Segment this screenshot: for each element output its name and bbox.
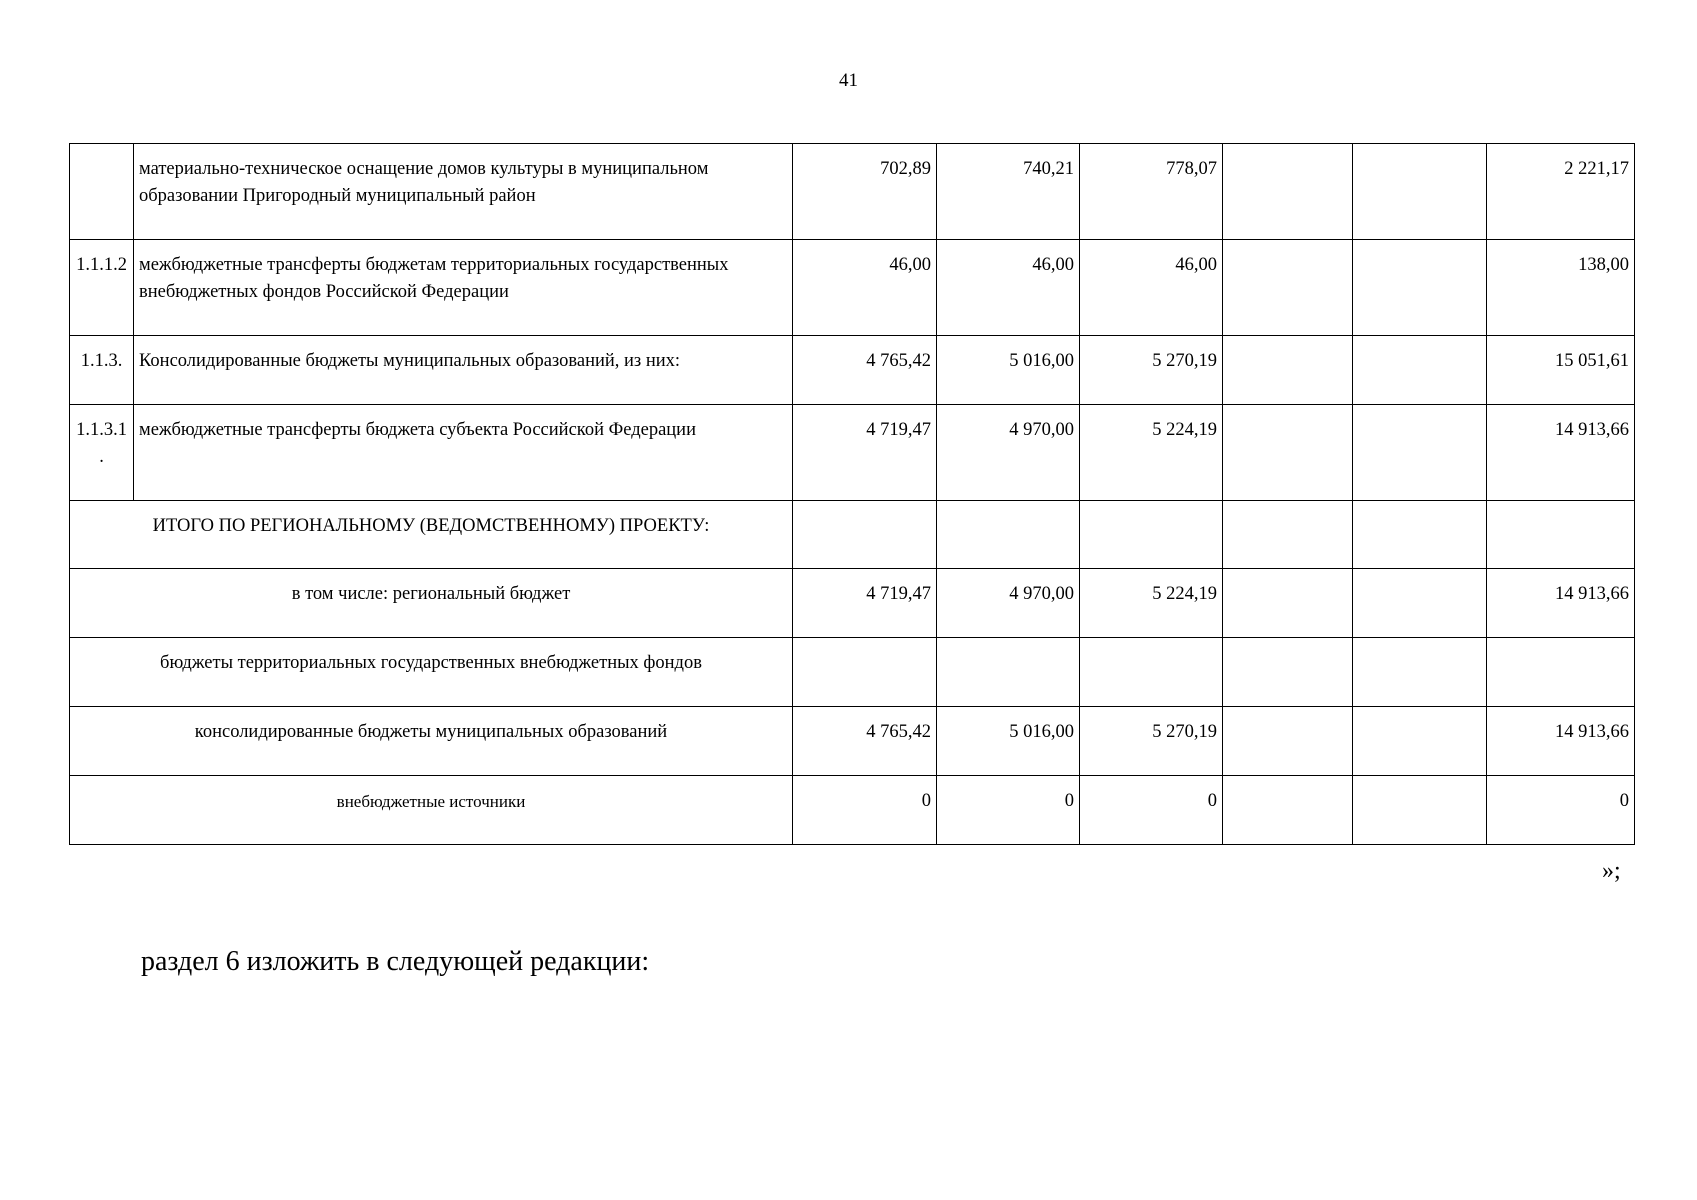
total-cell: 2 221,17: [1487, 144, 1635, 240]
value-cell: [1223, 336, 1353, 405]
summary-row: [70, 707, 1635, 776]
summary-label: внебюджетные источники: [70, 776, 793, 845]
total-cell: 0: [1487, 776, 1635, 845]
value-cell: [1223, 405, 1353, 501]
value-cell: [1353, 776, 1487, 845]
value-cell: [937, 501, 1080, 569]
value-cell: [1353, 501, 1487, 569]
value-cell: 4 719,47: [793, 569, 937, 638]
value-cell: [1353, 405, 1487, 501]
value-cell: [793, 501, 937, 569]
value-cell: [1080, 501, 1223, 569]
budget-table: [69, 143, 1635, 845]
value-cell: [1223, 501, 1353, 569]
summary-row: [70, 569, 1635, 638]
table-row: [70, 405, 1635, 501]
row-code: 1.1.1.2: [70, 240, 134, 336]
value-cell: [1223, 707, 1353, 776]
row-description: межбюджетные трансферты бюджетам территориальных государственных внебюджетных фондов Российской Федерации: [134, 240, 793, 336]
row-description: материально-техническое оснащение домов культуры в муниципальном образовании Пригородный муниципальный район: [134, 144, 793, 240]
value-cell: 5 270,19: [1080, 336, 1223, 405]
table-row: [70, 144, 1635, 240]
total-cell: 14 913,66: [1487, 707, 1635, 776]
total-cell: 15 051,61: [1487, 336, 1635, 405]
value-cell: 0: [793, 776, 937, 845]
row-code: [70, 144, 134, 240]
value-cell: 4 970,00: [937, 569, 1080, 638]
value-cell: 46,00: [1080, 240, 1223, 336]
page-number: 41: [839, 70, 858, 91]
value-cell: 4 765,42: [793, 707, 937, 776]
value-cell: 4 970,00: [937, 405, 1080, 501]
value-cell: [1223, 638, 1353, 707]
value-cell: [1223, 776, 1353, 845]
value-cell: 46,00: [793, 240, 937, 336]
summary-row: [70, 638, 1635, 707]
value-cell: 702,89: [793, 144, 937, 240]
value-cell: [1353, 240, 1487, 336]
value-cell: [1353, 336, 1487, 405]
summary-row: [70, 776, 1635, 845]
value-cell: [1223, 240, 1353, 336]
value-cell: [1353, 144, 1487, 240]
value-cell: 4 719,47: [793, 405, 937, 501]
value-cell: 5 224,19: [1080, 569, 1223, 638]
value-cell: [937, 638, 1080, 707]
table-row: [70, 240, 1635, 336]
table-row: [70, 336, 1635, 405]
value-cell: 0: [1080, 776, 1223, 845]
value-cell: [1080, 638, 1223, 707]
value-cell: 5 224,19: [1080, 405, 1223, 501]
closing-quote: »;: [1602, 858, 1621, 884]
summary-label: бюджеты территориальных государственных внебюджетных фондов: [70, 638, 793, 707]
value-cell: [1353, 569, 1487, 638]
value-cell: 740,21: [937, 144, 1080, 240]
value-cell: 5 270,19: [1080, 707, 1223, 776]
row-code: 1.1.3.1 .: [70, 405, 134, 501]
section-instruction: раздел 6 изложить в следующей редакции:: [141, 946, 650, 977]
total-cell: [1487, 638, 1635, 707]
summary-label: в том числе: региональный бюджет: [70, 569, 793, 638]
value-cell: 5 016,00: [937, 707, 1080, 776]
value-cell: [793, 638, 937, 707]
value-cell: 5 016,00: [937, 336, 1080, 405]
summary-row: [70, 501, 1635, 569]
total-cell: 14 913,66: [1487, 569, 1635, 638]
value-cell: [1223, 144, 1353, 240]
total-cell: [1487, 501, 1635, 569]
value-cell: 4 765,42: [793, 336, 937, 405]
value-cell: 46,00: [937, 240, 1080, 336]
value-cell: 0: [937, 776, 1080, 845]
value-cell: [1353, 638, 1487, 707]
summary-label: консолидированные бюджеты муниципальных образований: [70, 707, 793, 776]
total-cell: 14 913,66: [1487, 405, 1635, 501]
value-cell: [1353, 707, 1487, 776]
value-cell: [1223, 569, 1353, 638]
row-description: межбюджетные трансферты бюджета субъекта Российской Федерации: [134, 405, 793, 501]
row-description: Консолидированные бюджеты муниципальных образований, из них:: [134, 336, 793, 405]
row-code: 1.1.3.: [70, 336, 134, 405]
value-cell: 778,07: [1080, 144, 1223, 240]
summary-label: ИТОГО ПО РЕГИОНАЛЬНОМУ (ВЕДОМСТВЕННОМУ) ПРОЕКТУ:: [70, 501, 793, 569]
total-cell: 138,00: [1487, 240, 1635, 336]
